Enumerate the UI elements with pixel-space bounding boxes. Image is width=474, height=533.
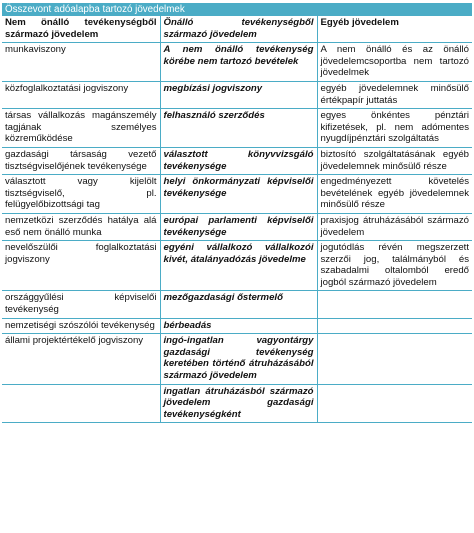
cell-independent: ingatlan átruházásból származó jövedelem gazdasági tevékenységként — [160, 384, 317, 423]
cell-non-independent: állami projektértékelő jogviszony — [2, 334, 160, 384]
header-independent: Önálló tevékenységből származó jövedelem — [160, 16, 317, 43]
cell-independent: bérbeadás — [160, 318, 317, 334]
cell-non-independent: közfoglalkoztatási jogviszony — [2, 81, 160, 108]
cell-other: A nem önálló és az önálló jövedelemcsoportba nem tartozó jövedelmek — [317, 43, 472, 82]
cell-non-independent — [2, 384, 160, 423]
cell-non-independent: nemzetiségi szószólói tevékenység — [2, 318, 160, 334]
cell-independent: ingó-ingatlan vagyontárgy gazdasági tevékenység keretében történő átruházásából származó jövedelem — [160, 334, 317, 384]
cell-non-independent: nevelőszülői foglalkoztatási jogviszony — [2, 241, 160, 291]
cell-independent: megbízási jogviszony — [160, 81, 317, 108]
cell-other — [317, 291, 472, 318]
table-row — [2, 109, 472, 148]
cell-other: engedményezett követelés bevételének egyéb jövedelemnek minősülő része — [317, 175, 472, 214]
table-row — [2, 81, 472, 108]
cell-non-independent: gazdasági társaság vezető tisztségviselőjének tevékenysége — [2, 147, 160, 174]
cell-independent: A nem önálló tevékenység körébe nem tartozó bevételek — [160, 43, 317, 82]
table-row — [2, 43, 472, 82]
table-title: Összevont adóalapba tartozó jövedelmek — [2, 3, 472, 16]
cell-independent: választott könyvvizsgáló tevékenysége — [160, 147, 317, 174]
cell-non-independent: választott vagy kijelölt tisztségviselő, pl. felügyelőbizottsági tag — [2, 175, 160, 214]
document-table-frame — [2, 3, 472, 423]
table-row — [2, 213, 472, 240]
cell-other — [317, 384, 472, 423]
table-row — [2, 334, 472, 384]
cell-independent: helyi önkormányzati képviselői tevékenysége — [160, 175, 317, 214]
cell-non-independent: országgyűlési képviselői tevékenység — [2, 291, 160, 318]
table-row — [2, 147, 472, 174]
cell-other — [317, 318, 472, 334]
header-other: Egyéb jövedelem — [317, 16, 472, 43]
cell-non-independent: munkaviszony — [2, 43, 160, 82]
cell-independent: felhasználó szerződés — [160, 109, 317, 148]
cell-other: egyéb jövedelemnek minősülő értékpapír juttatás — [317, 81, 472, 108]
cell-independent: mezőgazdasági őstermelő — [160, 291, 317, 318]
table-header-row — [2, 16, 472, 43]
table-row — [2, 291, 472, 318]
cell-non-independent: nemzetközi szerződés hatálya alá eső nem önálló munka — [2, 213, 160, 240]
table-row — [2, 318, 472, 334]
cell-other: egyes önkéntes pénztári kifizetések, pl. nem adómentes nyugdíjpénztári szolgáltatás — [317, 109, 472, 148]
table-row — [2, 384, 472, 423]
cell-independent: európai parlamenti képviselői tevékenysége — [160, 213, 317, 240]
table-row — [2, 241, 472, 291]
income-table — [2, 16, 472, 423]
table-row — [2, 175, 472, 214]
header-non-independent: Nem önálló tevékenységből származó jövedelem — [2, 16, 160, 43]
cell-other: jogutódlás révén megszerzett szerzői jog, találmányból és szabadalmi oltalomból eredő jogból származó jövedelem — [317, 241, 472, 291]
cell-other: praxisjog átruházásából származó jövedelem — [317, 213, 472, 240]
cell-other: biztosító szolgáltatásának egyéb jövedelemnek minősülő része — [317, 147, 472, 174]
cell-independent: egyéni vállalkozó vállalkozói kivét, átalányadózás jövedelme — [160, 241, 317, 291]
cell-non-independent: társas vállalkozás magánszemély tagjának személyes közreműködése — [2, 109, 160, 148]
cell-other — [317, 334, 472, 384]
